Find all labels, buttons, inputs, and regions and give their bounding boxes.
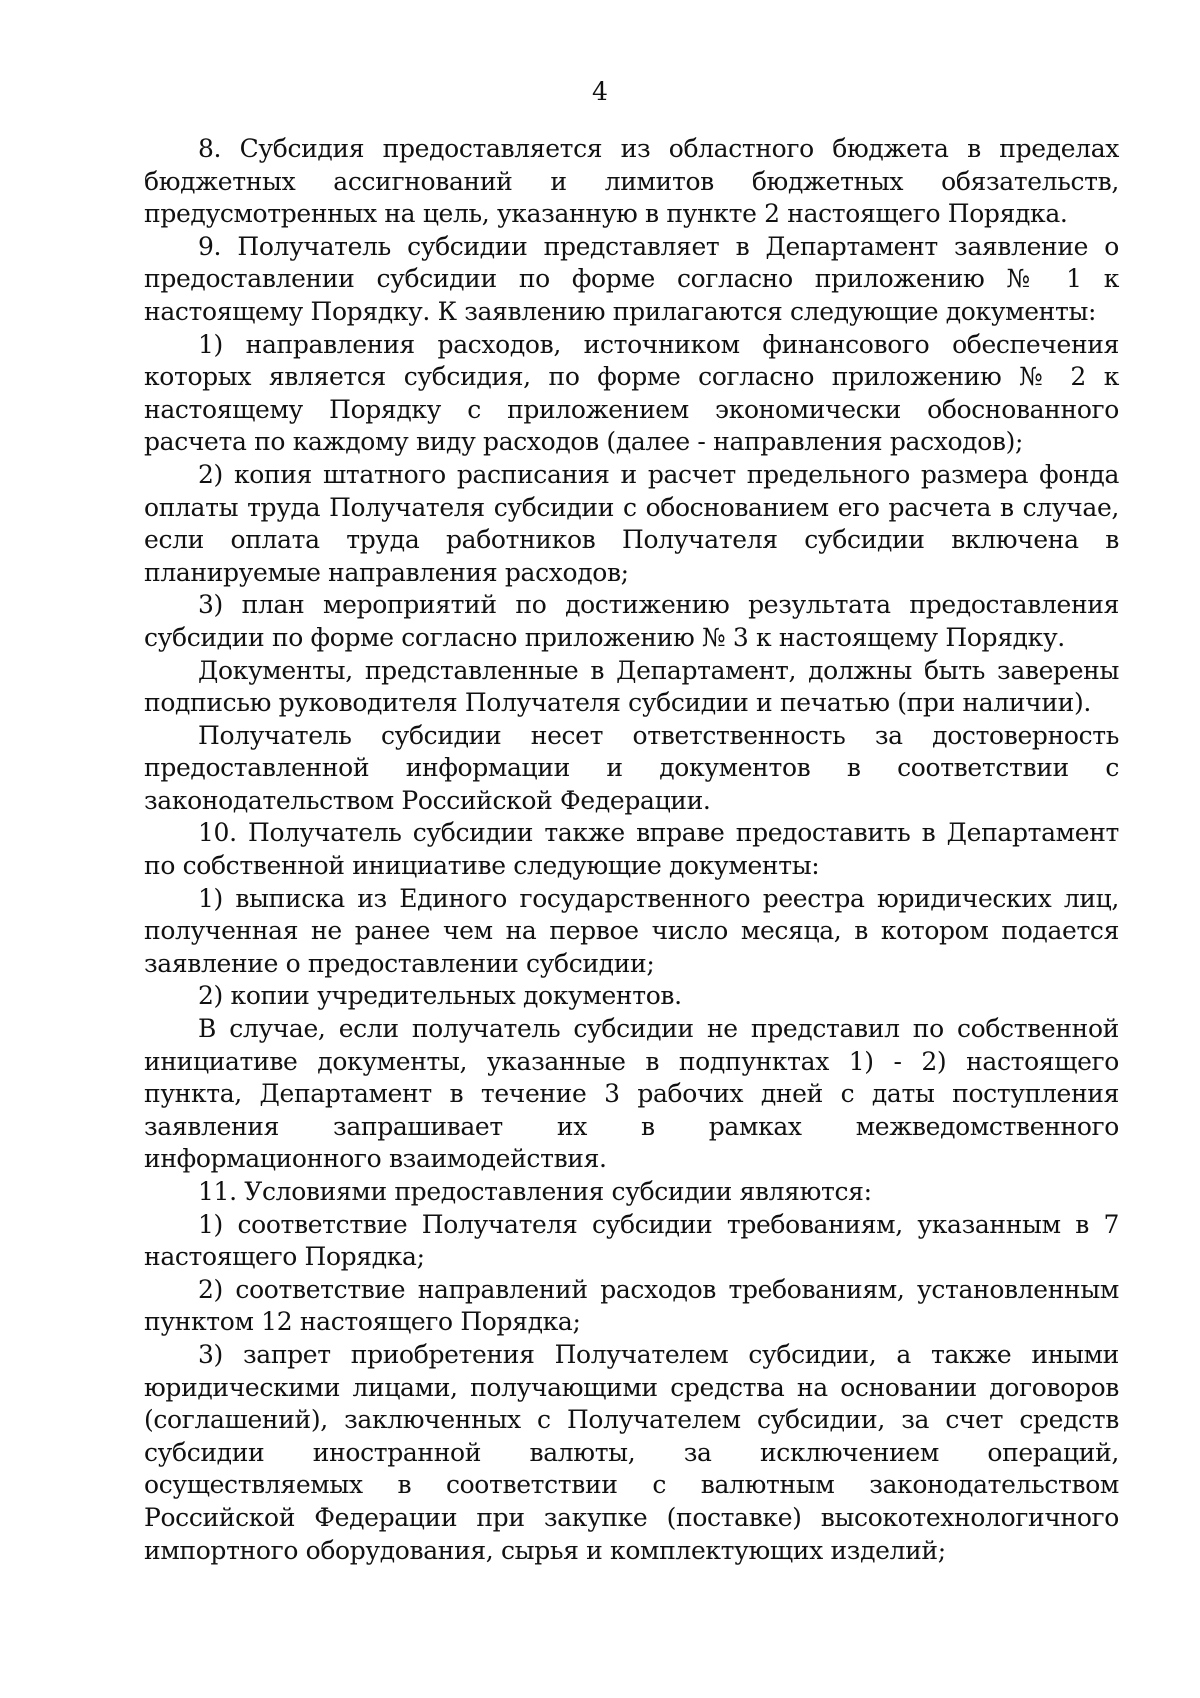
paragraph-9-item-1: 1) направления расходов, источником финансового обеспечения которых является субсидия, по форме согласно приложению № 2 к настоящему Порядку с приложением экономически обоснованного расчета по каждому виду расходов (далее - направления расходов);: [144, 329, 1119, 457]
paragraph-responsibility: Получатель субсидии несет ответственность за достоверность предоставленной информации и документов в соответствии с законодательством Российской Федерации.: [144, 720, 1119, 815]
paragraph-10: 10. Получатель субсидии также вправе предоставить в Департамент по собственной инициативе следующие документы:: [144, 818, 1119, 881]
page-number: 4: [592, 77, 608, 106]
paragraph-11: 11. Условиями предоставления субсидии являются:: [198, 1177, 872, 1206]
document-body: [144, 133, 1119, 1567]
paragraph-documents-certification: Документы, представленные в Департамент, должны быть заверены подписью руководителя Получателя субсидии и печатью (при наличии).: [144, 655, 1119, 718]
paragraph-8: 8. Субсидия предоставляется из областного бюджета в пределах бюджетных ассигнований и лимитов бюджетных обязательств, предусмотренных на цель, указанную в пункте 2 настоящего Порядка.: [144, 134, 1119, 229]
paragraph-9-item-3: 3) план мероприятий по достижению результата предоставления субсидии по форме согласно приложению № 3 к настоящему Порядку.: [144, 590, 1119, 652]
paragraph-10-item-1: 1) выписка из Единого государственного реестра юридических лиц, полученная не ранее чем на первое число месяца, в котором подается заявление о предоставлении субсидии;: [144, 883, 1119, 978]
paragraph-9-item-2: 2) копия штатного расписания и расчет предельного размера фонда оплаты труда Получателя субсидии с обоснованием его расчета в случае, если оплата труда работников Получателя субсидии включена в планируемые направления расходов;: [144, 459, 1119, 587]
paragraph-10-item-2: 2) копии учредительных документов.: [198, 981, 682, 1011]
paragraph-interagency-request: В случае, если получатель субсидии не представил по собственной инициативе документы, указанные в подпунктах 1) - 2) настоящего пункта, Департамент в течение 3 рабочих дней с даты поступления заявления запрашивает их в рамках межведомственного информационного взаимодействия.: [144, 1014, 1119, 1174]
paragraph-11-item-2: 2) соответствие направлений расходов требованиям, установленным пунктом 12 настоящего Порядка;: [144, 1274, 1119, 1337]
paragraph-9: 9. Получатель субсидии представляет в Департамент заявление о предоставлении субсидии по форме согласно приложению № 1 к настоящему Порядку. К заявлению прилагаются следующие документы:: [144, 231, 1119, 326]
paragraph-11-item-3: 3) запрет приобретения Получателем субсидии, а также иными юридическими лицами, получающими средства на основании договоров (соглашений), заключенных с Получателем субсидии, за счет средств субсидии иностранной валюты, за исключением операций, осуществляемых в соответствии с валютным законодательством Российской Федерации при закупке (поставке) высокотехнологичного импортного оборудования, сырья и комплектующих изделий;: [144, 1339, 1119, 1565]
paragraph-11-item-1: 1) соответствие Получателя субсидии требованиям, указанным в 7 настоящего Порядка;: [144, 1209, 1119, 1272]
